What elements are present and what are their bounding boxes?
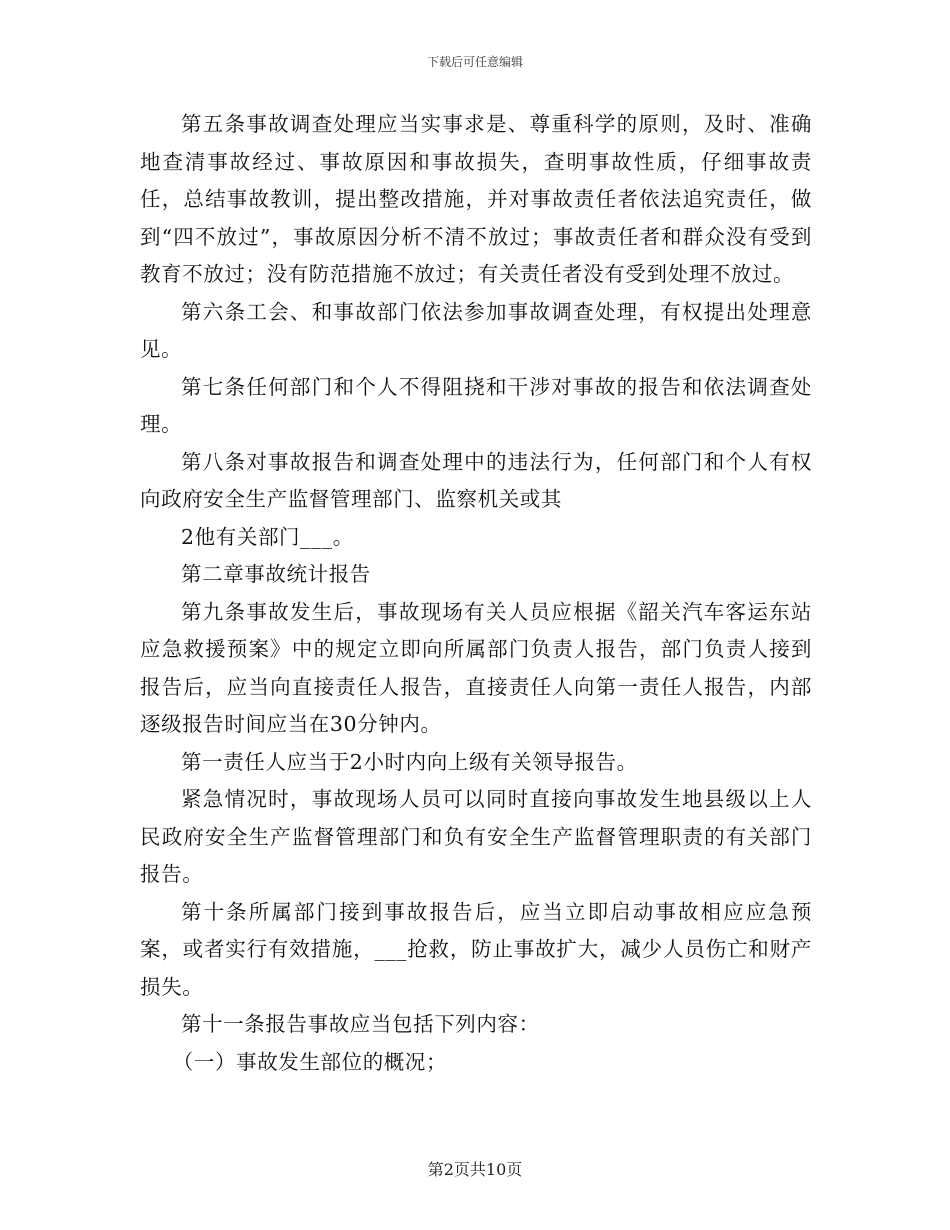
page-number: 第2页共10页 [427, 1160, 523, 1179]
list-item-1: （一）事故发生部位的概况； [172, 1049, 448, 1074]
document-body [140, 106, 812, 1081]
paragraph-article-10: 第十条所属部门接到事故报告后，应当立即启动事故相应应急预案，或者实行有效措施，___抢救，防止事故扩大，减少人员伤亡和财产损失。 [140, 899, 812, 999]
chapter-heading: 第二章事故统计报告 [181, 562, 371, 586]
paragraph-article-8: 第八条对事故报告和调查处理中的违法行为，任何部门和个人有权向政府安全生产监督管理部门、监察机关或其 [140, 449, 812, 511]
paragraph-emergency: 紧急情况时，事故现场人员可以同时直接向事故发生地县级以上人民政府安全生产监督管理部门和负有安全生产监督管理职责的有关部门报告。 [140, 787, 812, 886]
paragraph-article-5: 第五条事故调查处理应当实事求是、尊重科学的原则，及时、准确地查清事故经过、事故原因和事故损失，查明事故性质，仔细事故责任，总结事故教训，提出整改措施，并对事故责任者依法追究责任，做到“四不放过”，事故原因分析不清不放过；事故责任者和群众没有受到教育不放过；没有防范措施不放过；有关责任者没有受到处理不放过。 [140, 112, 812, 286]
paragraph-article-11: 第十一条报告事故应当包括下列内容： [181, 1012, 540, 1036]
paragraph-article-8-continued: 2他有关部门___。 [181, 524, 354, 549]
paragraph-article-7: 第七条任何部门和个人不得阻挠和干涉对事故的报告和依法调查处理。 [140, 374, 812, 436]
paragraph-first-responsible: 第一责任人应当于2小时内向上级有关领导报告。 [181, 749, 638, 774]
page-header: 下载后可任意编辑 [426, 55, 523, 69]
paragraph-article-9: 第九条事故发生后，事故现场有关人员应根据《韶关汽车客运东站应急救援预案》中的规定立即向所属部门负责人报告，部门负责人接到报告后，应当向直接责任人报告，直接责任人向第一责任人报告，内部逐级报告时间应当在30分钟内。 [140, 599, 812, 736]
paragraph-article-6: 第六条工会、和事故部门依法参加事故调查处理，有权提出处理意见。 [140, 299, 812, 361]
